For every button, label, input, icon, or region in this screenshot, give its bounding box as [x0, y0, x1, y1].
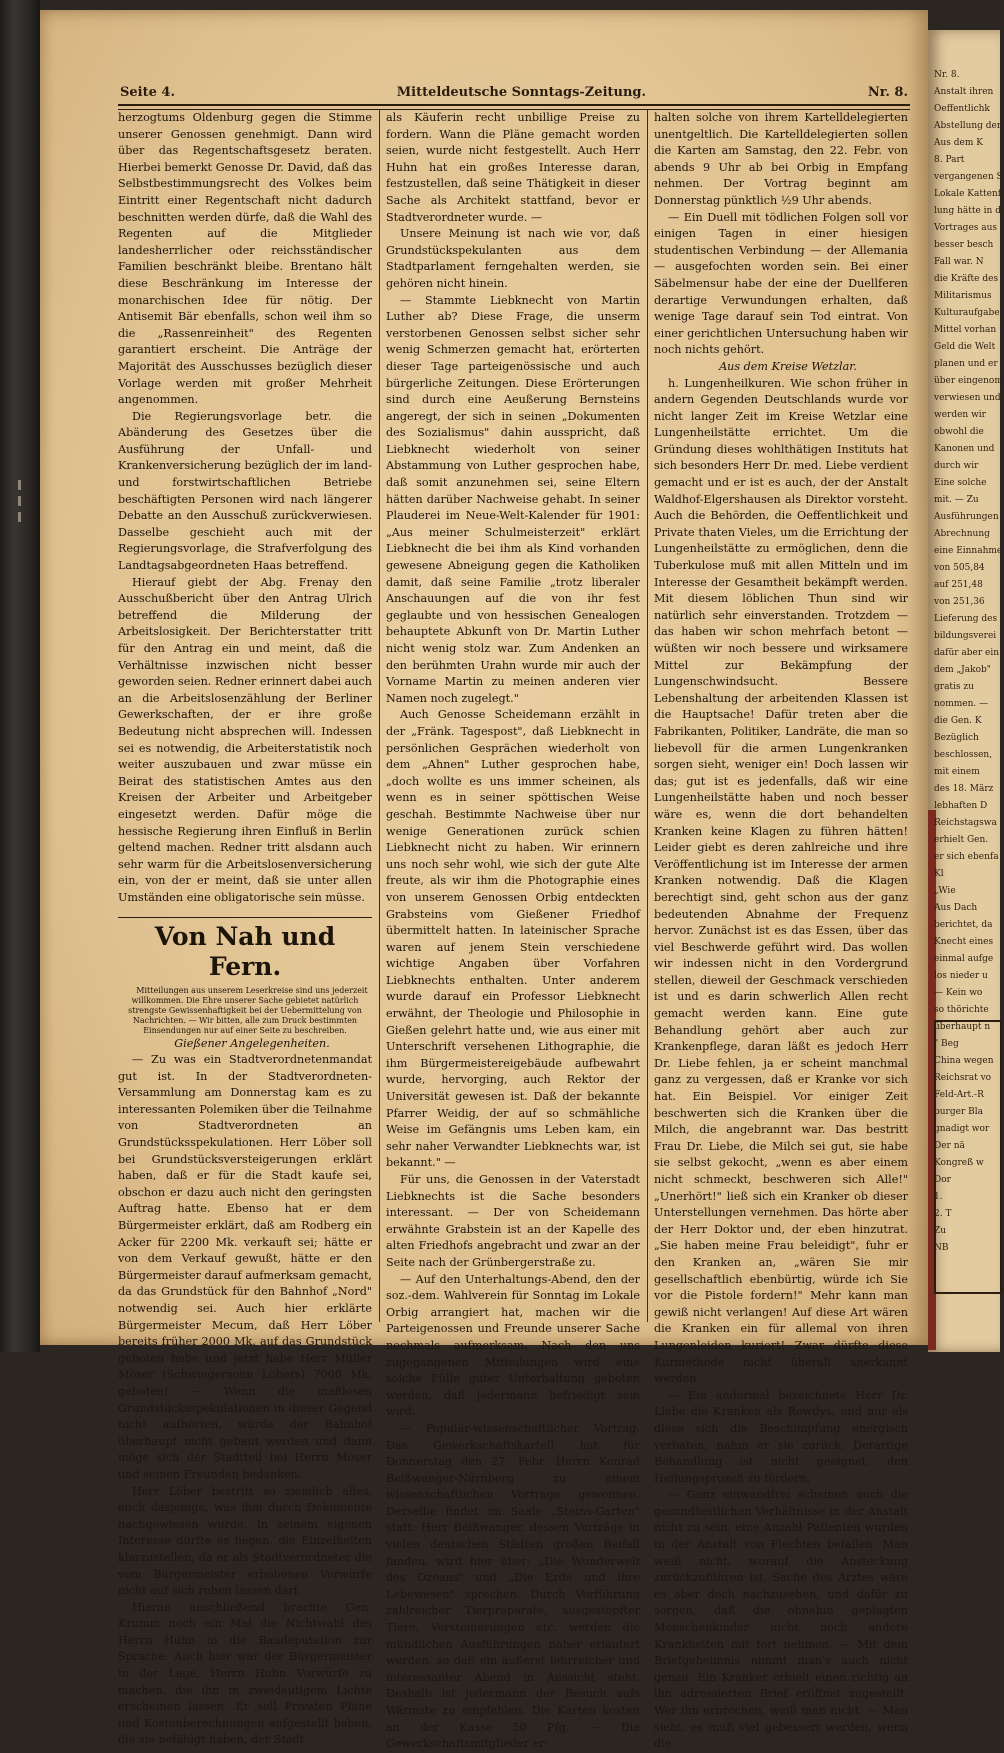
- edge-text-line: burger Bla: [934, 1107, 983, 1117]
- section-note: Mitteilungen aus unserem Leserkreise sind uns jederzeit willkommen. Die Ehre unserer Sache gebietet natürlich strengste Gewissenhaftigkeit bei der Uebermittelung von Nachrichten. — Wir bitten, alle zum Druck bestimmten Einsendungen nur auf einer Seite zu beschreiben.: [128, 985, 368, 1035]
- column-rule: [379, 110, 380, 1322]
- ad-box: [934, 1020, 1002, 1294]
- paragraph: — Stammte Liebknecht von Martin Luther ab? Diese Frage, die unserm verstorbenen Genossen selbst sicher sehr wenig Schmerzen gemacht hat, erörterten dieser Tage parteigenössische und auch bürgerliche Zeitungen. Diese Erörterungen sind durch eine Aeußerung Bernsteins angeregt, der sich in seinen „Dokumenten des Sozialismus" dahin ausspricht, daß Liebknecht wiederholt von seiner Abstammung von Luther gesprochen habe, daß somit anzunehmen sei, seine Eltern hätten darüber Nachweise gehabt. In seiner Plauderei im Neue-Welt-Kalender für 1901: „Aus meiner Schulmeisterzeit" erklärt Liebknecht die bei ihm als Kind vorhanden gewesene Abneigung gegen die Katholiken damit, daß seine Familie „trotz liberaler Anschauungen auf die von ihr fest geglaubte und von hessischen Genealogen behauptete Abkunft von Dr. Martin Luther nicht wenig stolz war. Zum Andenken an den berühmten Urahn wurde mir auch der Vorname Martin zu meinen anderen vier Namen noch zugelegt.": [386, 293, 640, 705]
- edge-text-line: Zu: [934, 1226, 947, 1236]
- column-3: [654, 110, 908, 1751]
- edge-text-line: Aus Dach: [934, 903, 978, 913]
- edge-text-line: Kulturaufgabe: [934, 308, 1000, 318]
- binding-stitch: [18, 512, 21, 522]
- column-1: [118, 110, 372, 1747]
- edge-text-line: Eine solche: [934, 478, 987, 488]
- edge-text-line: NB: [934, 1243, 949, 1253]
- paragraph: Auch Genosse Scheidemann erzählt in der „Fränk. Tagespost", daß Liebknecht in persönlichen Gesprächen wiederholt von dem „Ahnen" Luther gesprochen habe, „doch wollte es uns immer scheinen, als wenn es in seiner spöttischen Weise geschah. Bestimmte Nachweise über nur wenige Generationen zurück schien Liebknecht nicht zu haben. Wir erinnern uns noch sehr wohl, wie sich der gute Alte freute, als wir ihm die Photographie eines von unserem Genossen Orbig entdeckten Grabsteins vom Gießener Friedhof übermittelt hatten. In lateinischer Sprache waren auf jenem Stein verschiedene wichtige Angaben über Vorfahren Liebknechts enthalten. Unter anderem wurde darauf ein Professor Liebknecht erwähnt, der Theologie und Philosophie in Gießen gelehrt hatte und, wie aus einer mit Unterschrift versehenen Lithographie, die ihm Bürgermeistereigebäude aufbewahrt wurde, hervorging, auch Rektor der Universität gewesen ist. Daß der bekannte Pfarrer Weidig, der auf so schmähliche Weise im Gefängnis ums Leben kam, ein sehr naher Verwandter Liebknechts war, ist bekannt." —: [386, 708, 640, 1170]
- edge-text-line: 2. T: [934, 1209, 952, 1219]
- edge-text-line: China wegen: [934, 1056, 994, 1066]
- article-columns: [118, 110, 918, 1751]
- edge-text-line: dem „Jakob": [934, 665, 991, 675]
- edge-text-line: " Beg: [934, 1039, 959, 1049]
- edge-text-line: über eingenom: [934, 376, 1003, 386]
- edge-text-line: Mittel vorhan: [934, 325, 997, 335]
- edge-text-line: obwohl die: [934, 427, 984, 437]
- paragraph: — Auf den Unterhaltungs-Abend, den der soz.-dem. Wahlverein für Sonntag im Lokale Orbig arrangiert hat, machen wir die Parteigenossen und Freunde unserer Sache nochmals aufmerksam. Nach den uns zugegangenen Mitteilungen wird eine solche Fülle guter Unterhaltung geboten werden, daß jedermann befriedigt sein wird.: [386, 1272, 640, 1419]
- edge-text-line: so thörichte: [934, 1005, 989, 1015]
- paragraph: als Käuferin recht unbillige Preise zu fordern. Wann die Pläne gemacht worden seien, wurde nicht festgestellt. Auch Herr Huhn hat ein großes Interesse daran, festzustellen, daß seine Thätigkeit in dieser Sache als Architekt stattfand, bevor er Stadtverordneter wurde. —: [386, 111, 640, 224]
- edge-text-line: lebhaften D: [934, 801, 988, 811]
- paragraph: Für uns, die Genossen in der Vaterstadt Liebknechts ist die Sache besonders interessant. — Der von Scheidemann erwähnte Grabstein ist an der Kapelle des alten Friedhofs angebracht und zwar an der Seite nach der Grünbergerstraße zu.: [386, 1173, 640, 1269]
- edge-text-line: Militarismus: [934, 291, 992, 301]
- edge-text-line: Lokale Kattenf: [934, 189, 1002, 199]
- edge-text-line: — Kein wo: [934, 988, 983, 998]
- edge-text-line: Kanonen und: [934, 444, 995, 454]
- edge-text-line: los nieder u: [934, 971, 988, 981]
- edge-text-line: Knecht eines: [934, 937, 994, 947]
- edge-text-line: beschlossen,: [934, 750, 993, 760]
- edge-text-line: gratis zu: [934, 682, 974, 692]
- edge-text-line: Feld-Art.-R: [934, 1090, 984, 1100]
- edge-text-line: besser besch: [934, 240, 994, 250]
- edge-text-line: Anstalt ihren: [934, 87, 994, 97]
- edge-text-line: von 251,36: [934, 597, 985, 607]
- edge-text-line: die Kräfte des: [934, 274, 999, 284]
- edge-text-line: durch wir: [934, 461, 979, 471]
- paragraph: Hierauf giebt der Abg. Frenay den Ausschußbericht über den Antrag Ulrich betreffend die Milderung der Arbeitslosigkeit. Der Berichterstatter tritt für den Antrag ein und meint, daß die Verhältnisse inzwischen nicht besser geworden seien. Redner erinnert dabei auch an die Arbeitslosenzählung der Berliner Gewerkschaften, der er ihre große Bedeutung nicht absprechen will. Indessen sei es notwendig, die Arbeiterstatistik noch weiter auszubauen und zwar müsse ein Beirat des statistischen Amtes aus den Kreisen der Arbeiter und Arbeitgeber eingesetzt werden. Dafür möge die hessische Regierung ihren Einfluß in Berlin geltend machen. Redner tritt alsdann auch sehr warm für die Arbeitslosenversicherung ein, von der er meint, daß sie unter allen Umständen eine obligatorische sein müsse.: [118, 575, 372, 904]
- edge-text-line: Dor: [934, 1175, 951, 1185]
- paragraph: Die Regierungsvorlage betr. die Abänderung des Gesetzes über die Ausführung der Unfall- und Krankenversicherung bezüglich der im land- und forstwirtschaftlichen Betriebe beschäftigten Personen wird nach längerer Debatte an den Ausschuß zurückverwiesen. Dasselbe geschieht auch mit der Regierungsvorlage, die Strafverfolgung des Landtagsabgeordneten Haas betreffend.: [118, 409, 372, 573]
- paragraph: — Ganz einwandfrei scheinen auch die gesundheitlichen Verhältnisse in der Anstalt nicht zu sein, eine Anzahl Patienten wurden in der Anstalt von Flechten befallen. Man weiß nicht, worauf die Ansteckung zurückzuführen ist, Sache des Arztes wäre es aber doch nachzusehen, und dafür zu sorgen, daß die ohnehin geplagten Menschenkinder nicht noch andere Krankheiten mit fort nehmen. — Mit dem Briefgeheimnis nimmt man's auch nicht genau. Ein Kranker erhielt einen richtig an ihn adressierten Brief eröffnet zugestellt. Wer ihn erbrochen, weiß man nicht. — Man sieht, es muß viel gebessert werden, wenn die: [654, 1488, 908, 1751]
- column-2: [386, 110, 640, 1751]
- page-header: [120, 80, 908, 104]
- newspaper-page: [40, 10, 928, 1751]
- edge-text-line: nommen. —: [934, 699, 989, 709]
- edge-text-line: überhaupt n: [934, 1022, 991, 1032]
- edge-text-line: Lieferung des: [934, 614, 998, 624]
- edge-text-line: dafür aber ein: [934, 648, 1000, 658]
- edge-text-line: verwiesen und: [934, 393, 1001, 403]
- paragraph: halten solche von ihrem Kartelldelegierten unentgeltlich. Die Kartelldelegierten sollen die Karten am Samstag, den 22. Febr. von abends 9 Uhr ab bei Orbig in Empfang nehmen. Der Vortrag beginnt am Donnerstag pünktlich ½9 Uhr abends.: [654, 111, 908, 207]
- column-rule: [647, 110, 648, 1322]
- paragraph: — Populär-wissenschaftlicher Vortrag. Das Gewerkschaftskartell hat für Donnerstag den 27. Febr. Herrn Konrad Beißwanger-Nürnberg zu einem wissenschaftlichen Vortrage gewonnen. Derselbe findet im Saale „Steins-Garten" statt: Herr Beißwanger, dessen Vorträge in vielen deutschen Städten großen Beifall fanden, wird hier über: „Die Wunderwelt des Ozeans" und „Die Erde und ihre Lebewesen" sprechen. Durch Vorführung zahlreicher Tierpräparate, ausgestopfter Tiere, Versteinerungen etc. werden die mündlichen Ausführungen näher erläutert werden, so daß ein äußerst lehrreicher und interessanter Abend in Aussicht steht. Deshalb ist jedermann der Besuch aufs Wärmste zu empfehlen. Die Karten kosten an der Kasse 50 Pfg. — Die Gewerkschaftsmitglieder er-: [386, 1421, 640, 1751]
- paragraph: herzogtums Oldenburg gegen die Stimme unserer Genossen genehmigt. Dann wird über das Regentschaftsgesetz beraten. Hierbei bemerkt Genosse Dr. David, daß das Selbstbestimmungsrecht des Volkes beim Eintritt einer Regentschaft nicht dadurch beschnitten werden dürfe, daß die Wahl des Regenten auf die Mitglieder landesherrlicher oder reichsständischer Familien beschränkt bleibe. Brentano hält diese Beschränkung im Interesse der monarchischen Idee für nötig. Der Antisemit Bär ebenfalls, schon weil ihm so die „Rassenreinheit" des Regenten garantiert erscheint. Die Anträge der Majorität des Ausschusses bezüglich dieser Vorlage werden mit großer Mehrheit angenommen.: [118, 111, 372, 407]
- edge-text-line: erhielt Gen.: [934, 835, 989, 845]
- edge-text-line: eine Einnahme: [934, 546, 1003, 556]
- newspaper-title: Mitteldeutsche Sonntags-Zeitung.: [396, 84, 647, 100]
- edge-text-line: werden wir: [934, 410, 986, 420]
- edge-text-line: Bezüglich: [934, 733, 979, 743]
- binding-stitch: [18, 496, 21, 506]
- sub-heading: Gießener Angelegenheiten.: [174, 1036, 330, 1050]
- edge-text-line: 8. Part: [934, 155, 965, 165]
- edge-text-line: 1.: [934, 1192, 943, 1202]
- paragraph: Herr Löber bestritt so ziemlich alles, auch dasjenige, was ihm durch Dokumente nachgewiesen wurde. In seinem eigenen Interesse dürfte es liegen, die Einzelheiten klarzustellen, da er als Stadtverordneter die vom Bürgermeister erhobenen Vorwürfe nicht auf sich ruhen lassen darf.: [118, 1484, 372, 1598]
- edge-text-line: auf 251,48: [934, 580, 983, 590]
- edge-text-line: von 505,84: [934, 563, 985, 573]
- edge-text-line: einmal aufge: [934, 954, 994, 964]
- edge-text-line: Der nä: [934, 1141, 965, 1151]
- edge-text-line: „Wie: [934, 886, 956, 896]
- binding-stitch: [18, 480, 21, 490]
- paragraph: Hieran anschließend brachte Gen. Krumm noch ein Mal die Nichtwahl des Herrn Huhn in die Baudeputation zur Sprache. Auch hier war der Bürgermeister in der Lage, Herrn Huhn Vorwürfe zu machen, die ihn in zweideutigem Lichte erscheinen lassen. Er soll Privaten Pläne und Kostenberechnungen aufgestellt haben, die sie befähigt haben, der Stadt: [118, 1600, 372, 1747]
- paragraph: — Ein Duell mit tödlichen Folgen soll vor einigen Tagen in einer hiesigen studentischen Verbindung — der Allemania — ausgefochten worden sein. Bei einer Säbelmensur habe der eine der Duellferen derartige Verwundungen erhalten, daß wenige Tage darauf sein Tod eintrat. Von einer gerichtlichen Untersuchung haben wir noch nichts gehört.: [654, 210, 908, 357]
- edge-text-line: die Gen. K: [934, 716, 982, 726]
- edge-text-line: Reichstagswa: [934, 818, 997, 828]
- edge-text-line: berichtet, da: [934, 920, 993, 930]
- next-page-edge: [928, 30, 1003, 1352]
- edge-text-line: Abstellung der: [934, 121, 1002, 131]
- edge-text-line: Abrechnung: [934, 529, 990, 539]
- page-number: Seite 4.: [120, 84, 175, 100]
- edge-text-line: des 18. März: [934, 784, 994, 794]
- section-title: Von Nah und Fern.: [118, 917, 372, 982]
- paragraph: — Ein andermal bezeichnete Herr Dr. Liebe die Kranken als Rowdys, und nur als diese sich die Beschimpfung energisch verbaten, nahm er sie zurück. Derartige Behandlung ist nicht geeignet, den Heilungsprozeß zu fördern.: [654, 1388, 908, 1485]
- paragraph: — Zu was ein Stadtverordnetenmandat gut ist. In der Stadtverordneten-Versammlung am Donnerstag kam es zu interessanten Polemiken über die Teilnahme von Stadtverordneten an Grundstücksspekulationen. Herr Löber soll bei Grundstücksversteigerungen erklärt haben, daß er für die Stadt kaufe sei, obschon er dazu auch nicht den geringsten Auftrag hatte. Ebenso hat er dem Bürgermeister erklärt, daß am Rodberg ein Acker für 2200 Mk. verkauft sei; hätte er von dem Verkauf gewußt, hätte er den Bürgermeister darauf aufmerksam gemacht, da das Grundstück für den Bahnhof „Nord" notwendig sei. Auch hier erklärte Bürgermeister Mecum, daß Herr Löber bereits früher 2000 Mk. auf das Grundstück geboten habe und jetzt habe Herr Müller Möser (Schwiegersohn Löbers) 7000 Mk. geboten! — Wenn die maßlosen Grundstücksspekulationen in dieser Gegend nicht aufhörten, würde der Bahnhof überhaupt nicht gebaut werden und dann möge sich der Stadtteil bei Herrn Möser und seinen Freunden bedanken.: [118, 1053, 372, 1481]
- edge-text-line: mit einem: [934, 767, 980, 777]
- edge-text-line: Ausführungen: [934, 512, 999, 522]
- issue-number: Nr. 8.: [867, 84, 908, 100]
- edge-text-line: mit. — Zu: [934, 495, 979, 505]
- edge-text-line: Nr. 8.: [934, 70, 960, 80]
- edge-text-line: Geld die Welt: [934, 342, 996, 352]
- edge-text-line: planen und er: [934, 359, 998, 369]
- edge-text-line: Aus dem K: [934, 138, 983, 148]
- edge-text-line: vergangenen S: [934, 172, 1003, 182]
- paragraph: Unsere Meinung ist nach wie vor, daß Grundstückspekulanten aus dem Stadtparlament ferngehalten werden, sie gehören nicht hinein.: [386, 227, 640, 290]
- sub-heading: Aus dem Kreise Wetzlar.: [719, 359, 857, 373]
- edge-text-line: Oeffentlichk: [934, 104, 990, 114]
- edge-text-line: er sich ebenfa: [934, 852, 999, 862]
- edge-text-line: Reichsrat vo: [934, 1073, 992, 1083]
- edge-text-line: lung hätte in d: [934, 206, 1001, 216]
- edge-text-line: bildungsverei: [934, 631, 997, 641]
- edge-text-line: Fall war. N: [934, 257, 984, 267]
- edge-text-line: Vortrages aus: [934, 223, 998, 233]
- edge-text-line: Kongreß w: [934, 1158, 984, 1168]
- paragraph: h. Lungenheilkuren. Wie schon früher in andern Gegenden Deutschlands wurde vor nicht langer Zeit im Kreise Wetzlar eine Lungenheilstätte errichtet. Um die Gründung dieses wohlthätigen Instituts hat sich besonders Herr Dr. med. Liebe verdient gemacht und er ist es auch, der der Anstalt Waldhof-Elgershausen als Direktor vorsteht. Auch die Behörden, die Oeffentlichkeit und Private thaten Vieles, um die Errichtung der Lungenheilstätte zu ermöglichen, denn die Tuberkulose muß mit allen Mitteln und im Interesse der Gesamtheit bekämpft werden. Mit diesem löblichen Thun sind wir natürlich sehr einverstanden. Trotzdem — das haben wir schon mehrfach betont — wüßten wir noch bessere und wirksamere Mittel zur Bekämpfung der Lungenschwindsucht. Bessere Lebenshaltung der arbeitenden Klassen ist die Hauptsache! Dafür treten aber die Fabrikanten, Politiker, Landräte, die man so liebevoll für die armen Lungenkranken sorgen sieht, weniger ein! Doch lassen wir das; gut ist es jedenfalls, daß wir eine Lungenheilstätte haben und noch besser wäre es, wenn die dort behandelten Kranken keine Klagen zu führen hätten! Leider giebt es deren zahlreiche und ihre Veröffentlichung ist im Interesse der armen Kranken notwendig. Daß die Klagen berechtigt sind, geht schon aus der ganz bedeutenden Abnahme der Frequenz hervor. Zunächst ist es das Essen, über das viel Beschwerde geführt wird. Das wollen wir indessen nicht in den Vordergrund stellen, dieweil der Geschmack verschieden ist und es darin schwerlich Allen recht gemacht werden kann. Eine gute Behandlung gehört aber auch zur Krankenpflege, daran läßt es jedoch Herr Dr. Liebe fehlen, ja er scheint manchmal ganz zu vergessen, daß er Kranke vor sich hat. Ein Beispiel. Vor einiger Zeit beschwerten sich die Kranken über die Milch, die angebrannt war. Das bestritt Frau Dr. Liebe, die Milch sei gut, sie habe sie selbst gekocht, „wenn es aber einem nicht schmeckt, beschweren sich Alle!" „Unerhört!" ließ sich ein Kranker ob dieser Unterstellungen vernehmen. Das hörte aber der Herr Doktor und, der eben hinzutrat. „Sie haben meine Frau beleidigt", fuhr er den Kranken an, „wären Sie mir gesellschaftlich ebenbürtig, würde ich Sie vor die Pistole fordern!" Mehr kann man gewiß nicht verlangen! Auf diese Art wären die Kranken ein für allemal von ihren Lungenleiden kuriert! Zwar dürfte diese Kurmethode nicht überall anerkannt werden.: [654, 376, 908, 1386]
- book-binding: [0, 0, 40, 1352]
- edge-text-line: Kl: [934, 869, 944, 879]
- edge-text-line: gnadigt wor: [934, 1124, 990, 1134]
